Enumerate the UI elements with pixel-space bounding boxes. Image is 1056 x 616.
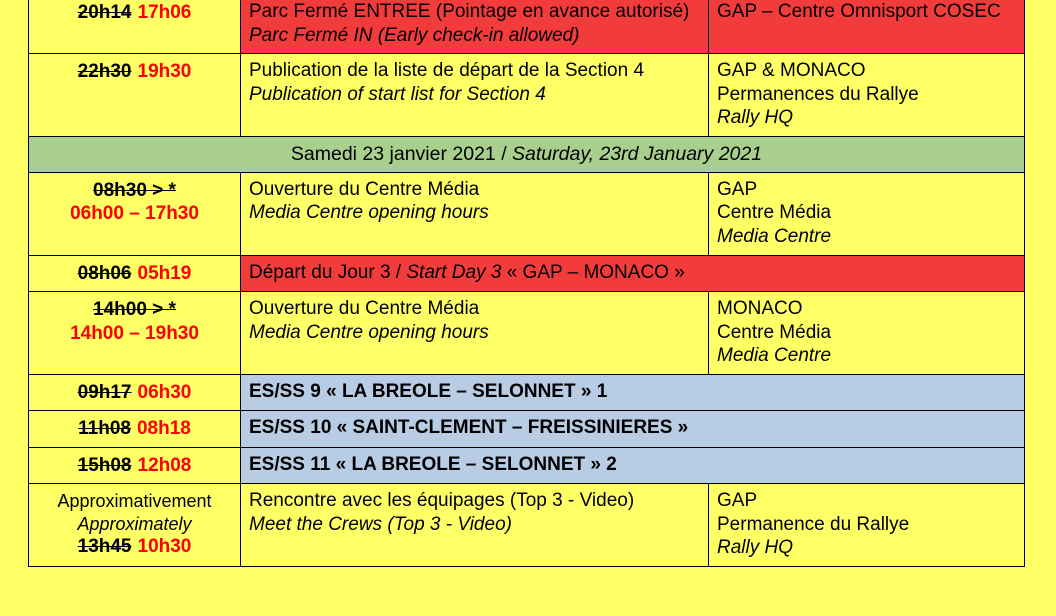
location-cell bbox=[709, 292, 1025, 375]
location-line: Media Centre bbox=[717, 226, 832, 247]
description-fr: ES/SS 11 « LA BREOLE – SELONNET » 2 bbox=[249, 453, 617, 475]
table-row bbox=[29, 172, 1025, 255]
description-cell bbox=[241, 255, 1025, 292]
description-en: Start Day 3 bbox=[406, 261, 502, 283]
description-cell bbox=[241, 172, 709, 255]
location-line: GAP bbox=[717, 178, 758, 200]
table-row bbox=[29, 54, 1025, 137]
location-cell bbox=[709, 54, 1025, 137]
new-time: 08h18 bbox=[136, 418, 191, 440]
old-time: 11h08 bbox=[78, 418, 131, 440]
new-time: 05h19 bbox=[137, 262, 192, 284]
day-banner-cell bbox=[29, 136, 1025, 172]
day-banner-en: Saturday, 23rd January 2021 bbox=[512, 142, 763, 165]
description-tail: « GAP – MONACO » bbox=[501, 261, 685, 283]
description-fr: Ouverture du Centre Média bbox=[249, 178, 480, 200]
new-time: 17h06 bbox=[137, 2, 192, 23]
new-time: 06h30 bbox=[137, 381, 192, 403]
old-time: 14h00 > * bbox=[93, 299, 176, 321]
new-time: 06h00 – 17h30 bbox=[70, 203, 199, 225]
old-time: 22h30 bbox=[77, 61, 132, 83]
location-line: Centre Média bbox=[717, 321, 832, 343]
location-line: GAP & MONACO bbox=[717, 60, 866, 82]
table-row bbox=[29, 447, 1025, 484]
day-banner-fr: Samedi 23 janvier 2021 / bbox=[290, 142, 513, 165]
description-fr: Ouverture du Centre Média bbox=[249, 298, 480, 320]
description-cell bbox=[241, 447, 1025, 484]
description-en: Media Centre opening hours bbox=[249, 202, 489, 224]
location-cell bbox=[709, 172, 1025, 255]
description-fr: Publication de la liste de départ de la Section 4 bbox=[249, 60, 645, 82]
location-line: Permanences du Rallye bbox=[717, 83, 919, 105]
old-time: 08h06 bbox=[77, 262, 132, 284]
old-time: 13h45 bbox=[77, 536, 132, 557]
time-cell bbox=[29, 172, 241, 255]
time-cell bbox=[29, 292, 241, 375]
location-line: GAP – Centre Omnisport COSEC bbox=[717, 1, 1001, 22]
time-cell bbox=[29, 54, 241, 137]
old-time: 15h08 bbox=[77, 454, 132, 476]
description-fr: Parc Fermé ENTREE (Pointage en avance autorisé) bbox=[249, 1, 690, 22]
old-time: 09h17 bbox=[77, 381, 132, 403]
location-line: Media Centre bbox=[717, 345, 832, 367]
location-line: MONACO bbox=[717, 298, 803, 320]
schedule-table bbox=[28, 0, 1025, 567]
new-time: 12h08 bbox=[137, 454, 192, 476]
day-banner-row bbox=[29, 136, 1025, 172]
description-en: Media Centre opening hours bbox=[249, 321, 489, 343]
location-cell bbox=[709, 484, 1025, 567]
table-row bbox=[29, 411, 1025, 448]
time-cell bbox=[29, 447, 241, 484]
description-fr: ES/SS 10 « SAINT-CLEMENT – FREISSINIERES » bbox=[249, 417, 689, 439]
table-row bbox=[29, 484, 1025, 567]
table-row bbox=[29, 374, 1025, 411]
description-en: Parc Fermé IN (Early check-in allowed) bbox=[249, 24, 580, 46]
location-line: Rally HQ bbox=[717, 537, 794, 559]
description-en: Meet the Crews (Top 3 - Video) bbox=[249, 513, 512, 535]
new-time: 19h30 bbox=[137, 61, 192, 83]
location-line: GAP bbox=[717, 490, 758, 512]
description-en: Publication of start list for Section 4 bbox=[249, 83, 546, 105]
old-time: 20h14 bbox=[77, 2, 132, 23]
time-cell bbox=[29, 411, 241, 448]
description-fr: Départ du Jour 3 / bbox=[249, 261, 407, 283]
location-line: Rally HQ bbox=[717, 107, 794, 129]
table-row bbox=[29, 255, 1025, 292]
description-cell bbox=[241, 0, 709, 54]
new-time: 14h00 – 19h30 bbox=[70, 322, 199, 344]
description-cell bbox=[241, 54, 709, 137]
description-fr: ES/SS 9 « LA BREOLE – SELONNET » 1 bbox=[249, 380, 608, 402]
time-cell bbox=[29, 374, 241, 411]
old-time: 08h30 > * bbox=[93, 179, 176, 201]
description-cell bbox=[241, 484, 709, 567]
location-cell bbox=[709, 0, 1025, 54]
table-row bbox=[29, 0, 1025, 54]
approx-label-en: Approximately bbox=[77, 513, 192, 534]
description-cell bbox=[241, 374, 1025, 411]
time-cell bbox=[29, 255, 241, 292]
description-fr: Rencontre avec les équipages (Top 3 - Video) bbox=[249, 490, 635, 512]
table-row bbox=[29, 292, 1025, 375]
time-cell bbox=[29, 0, 241, 54]
approx-label-fr: Approximativement bbox=[57, 491, 212, 512]
description-cell bbox=[241, 411, 1025, 448]
new-time: 10h30 bbox=[137, 536, 192, 557]
description-cell bbox=[241, 292, 709, 375]
time-cell bbox=[29, 484, 241, 567]
location-line: Centre Média bbox=[717, 202, 832, 224]
location-line: Permanence du Rallye bbox=[717, 513, 910, 535]
